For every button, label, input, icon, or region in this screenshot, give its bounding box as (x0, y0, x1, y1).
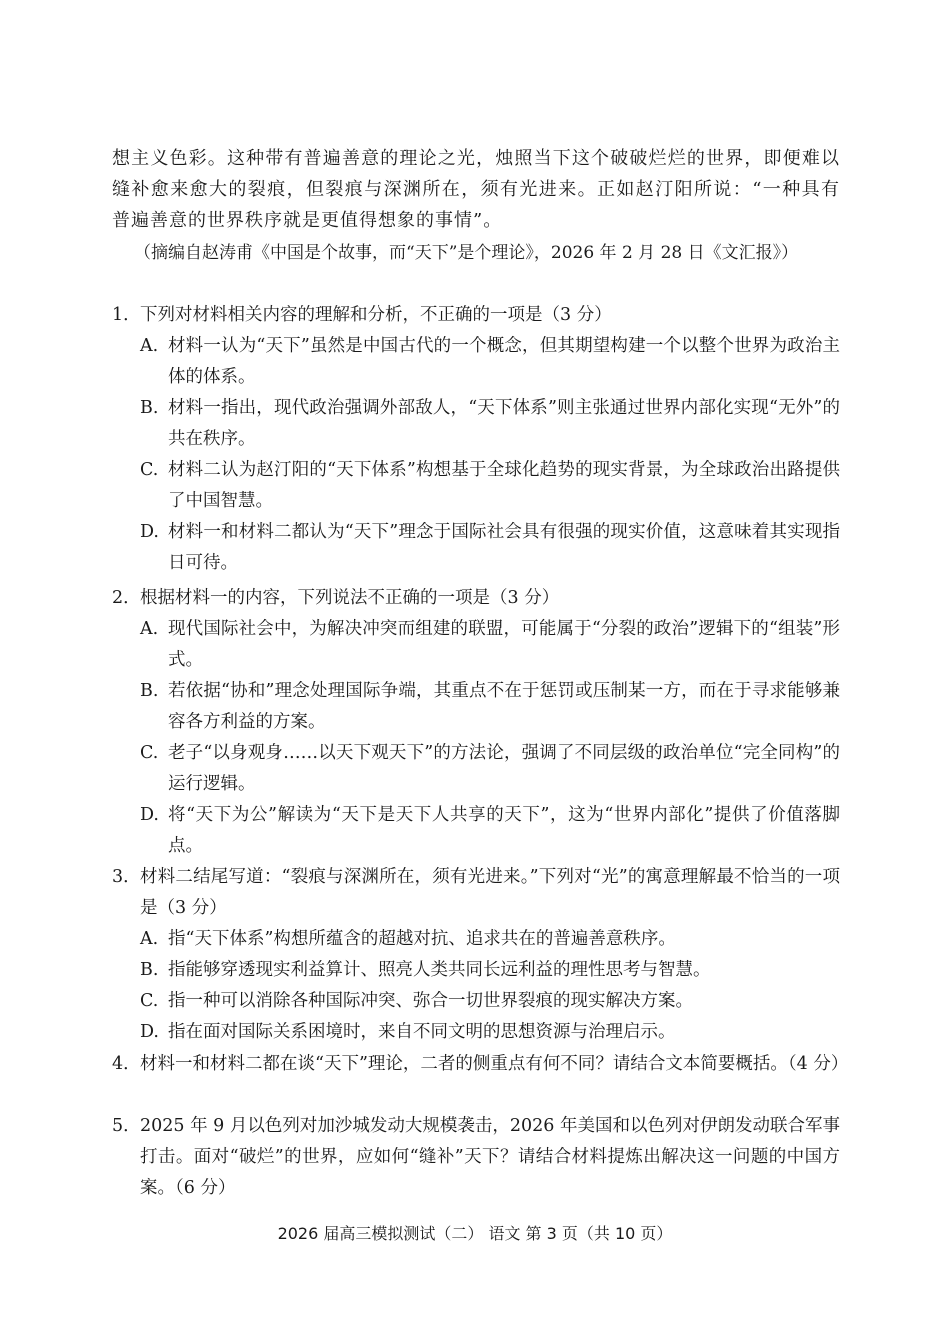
option-a (112, 924, 840, 955)
option-text: 材料二认为赵汀阳的“天下体系”构想基于全球化趋势的现实背景，为全球政治出路提供了中国智慧。 (168, 460, 840, 511)
option-letter: C. (140, 743, 159, 763)
option-letter: B. (140, 681, 159, 701)
question-stem: 材料一和材料二都在谈“天下”理论，二者的侧重点有何不同？请结合文本简要概括。（4 分） (140, 1054, 849, 1074)
question-stem: 下列对材料相关内容的理解和分析，不正确的一项是（3 分） (140, 305, 612, 325)
option-b (112, 393, 840, 455)
question-stem: 材料二结尾写道：“裂痕与深渊所在，须有光进来。”下列对“光”的寓意理解最不恰当的一项是（3 分） (140, 867, 840, 918)
question-number: 2． (112, 588, 141, 608)
option-text: 指“天下体系”构想所蕴含的超越对抗、追求共在的普遍善意秩序。 (168, 929, 676, 949)
option-text: 老子“以身观身……以天下观天下”的方法论，强调了不同层级的政治单位“完全同构”的运行逻辑。 (168, 743, 840, 794)
option-letter: C. (140, 460, 159, 480)
question-4 (112, 1049, 849, 1080)
option-letter: D. (140, 805, 159, 825)
option-letter: D. (140, 522, 159, 542)
option-letter: C. (140, 991, 159, 1011)
question-number: 3． (112, 867, 141, 887)
option-letter: A. (140, 619, 159, 639)
option-letter: D. (140, 1022, 159, 1042)
option-a (112, 614, 840, 676)
option-a (112, 331, 840, 393)
question-number: 5． (112, 1116, 141, 1136)
option-d (112, 1017, 840, 1048)
option-text: 现代国际社会中，为解决冲突而组建的联盟，可能属于“分裂的政治”逻辑下的“组装”形式。 (168, 619, 840, 670)
question-3 (112, 862, 840, 1048)
material-closing-paragraph: 想主义色彩。这种带有普遍善意的理论之光，烛照当下这个破破烂烂的世界，即便难以缝补愈来愈大的裂痕，但裂痕与深渊所在，须有光进来。正如赵汀阳所说：“一种具有普遍善意的世界秩序就是更值得想象的事情”。 (112, 148, 840, 231)
option-text: 材料一认为“天下”虽然是中国古代的一个概念，但其期望构建一个以整个世界为政治主体的体系。 (168, 336, 840, 387)
option-text: 材料一指出，现代政治强调外部敌人，“天下体系”则主张通过世界内部化实现“无外”的共在秩序。 (168, 398, 840, 449)
material-source-citation: （摘编自赵涛甫《中国是个故事，而“天下”是个理论》，2026 年 2 月 28 日《文汇报》） (134, 243, 799, 263)
question-5 (112, 1111, 840, 1204)
option-letter: A. (140, 929, 159, 949)
question-stem: 2025 年 9 月以色列对加沙城发动大规模袭击，2026 年美国和以色列对伊朗发动联合军事打击。面对“破烂”的世界，应如何“缝补”天下？请结合材料提炼出解决这一问题的中国方案。（6 分） (140, 1116, 840, 1198)
option-text: 若依据“协和”理念处理国际争端，其重点不在于惩罚或压制某一方，而在于寻求能够兼容各方利益的方案。 (168, 681, 840, 732)
option-c (112, 455, 840, 517)
question-stem: 根据材料一的内容，下列说法不正确的一项是（3 分） (140, 588, 560, 608)
option-letter: A. (140, 336, 159, 356)
question-number: 1． (112, 305, 141, 325)
page-footer: 2026 届高三模拟测试（二） 语文 第 3 页（共 10 页） (277, 1224, 673, 1243)
option-b (112, 955, 840, 986)
option-d (112, 517, 840, 579)
option-c (112, 738, 840, 800)
option-text: 指能够穿透现实利益算计、照亮人类共同长远利益的理性思考与智慧。 (168, 960, 711, 980)
option-letter: B. (140, 960, 159, 980)
option-text: 材料一和材料二都认为“天下”理念于国际社会具有很强的现实价值，这意味着其实现指日可待。 (168, 522, 840, 573)
question-number: 4． (112, 1054, 141, 1074)
option-text: 指在面对国际关系困境时，来自不同文明的思想资源与治理启示。 (168, 1022, 676, 1042)
question-2 (112, 583, 840, 862)
option-c (112, 986, 840, 1017)
question-1 (112, 300, 840, 579)
option-letter: B. (140, 398, 159, 418)
option-text: 将“天下为公”解读为“天下是天下人共享的天下”，这为“世界内部化”提供了价值落脚点。 (168, 805, 840, 856)
option-b (112, 676, 840, 738)
option-text: 指一种可以消除各种国际冲突、弥合一切世界裂痕的现实解决方案。 (168, 991, 693, 1011)
option-d (112, 800, 840, 862)
